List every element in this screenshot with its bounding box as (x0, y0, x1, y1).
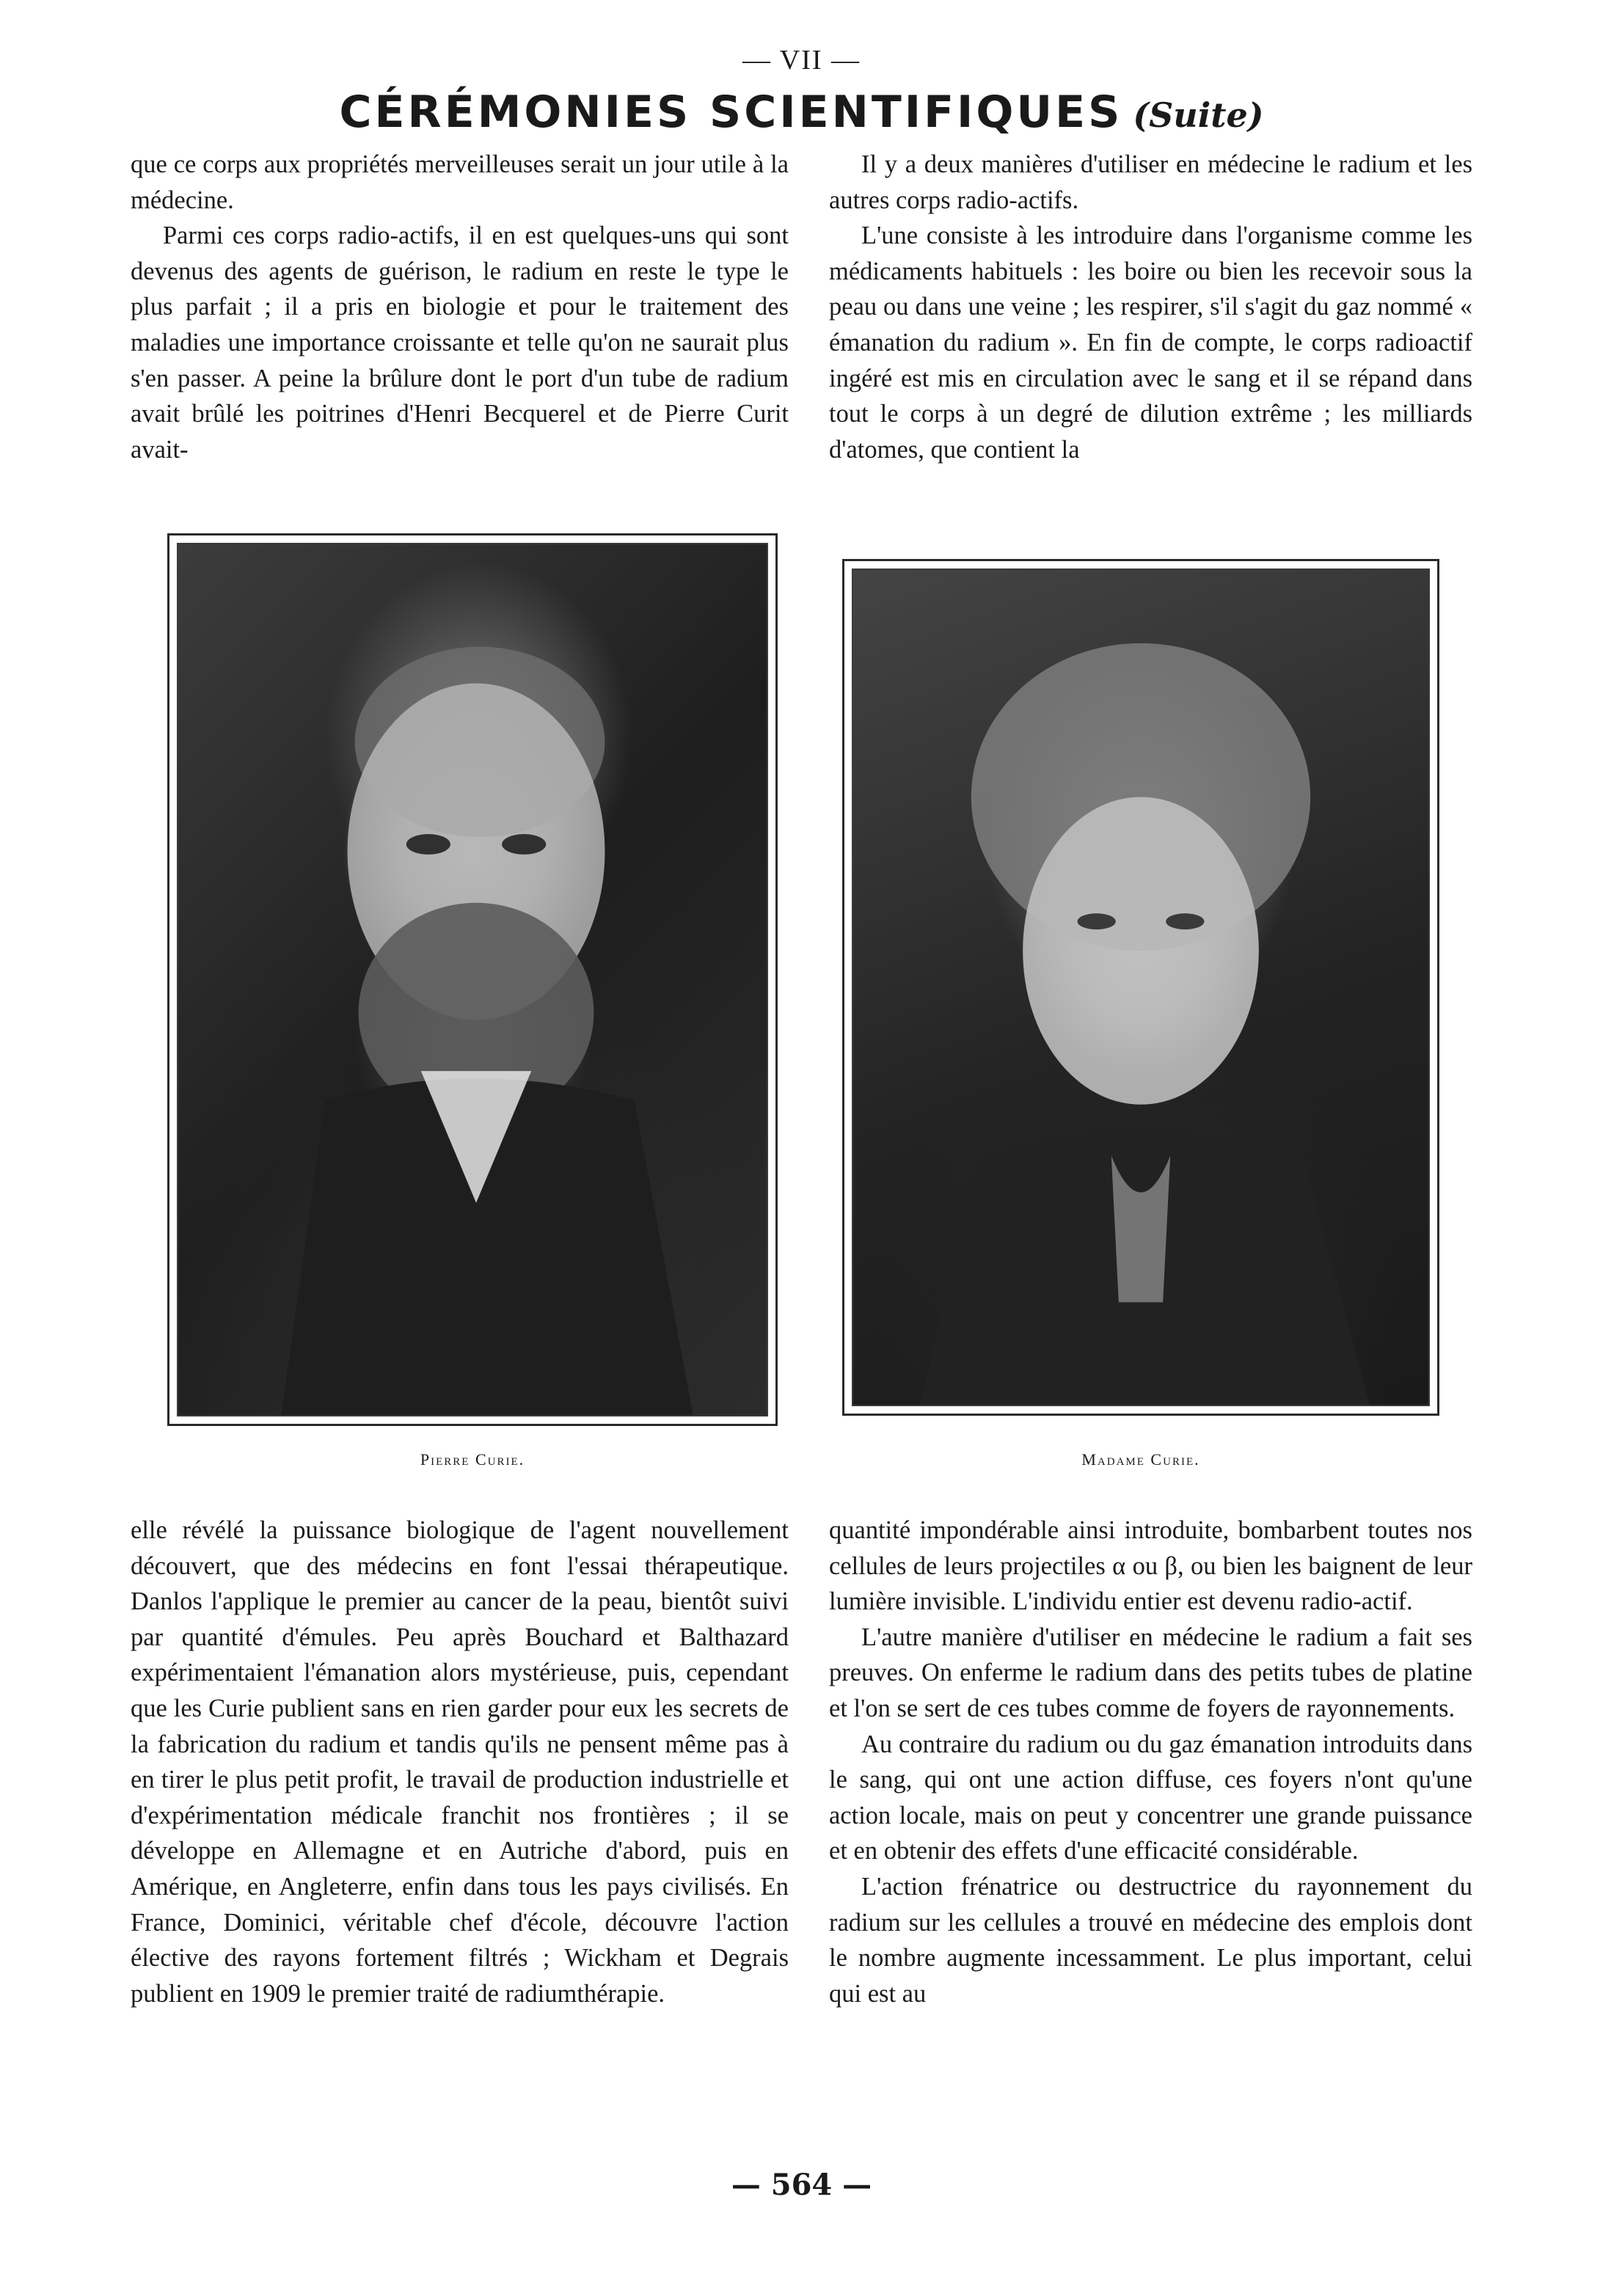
photo-caption-left: Pierre Curie. (420, 1450, 525, 1469)
portrait-pierre-curie (177, 543, 768, 1416)
section-title-suffix: (Suite) (1133, 95, 1264, 135)
portrait-silhouette-icon (853, 570, 1428, 1405)
column-top-left (131, 147, 789, 467)
portrait-madame-curie (852, 568, 1430, 1406)
paragraph: L'action frénatrice ou destructrice du rayonnement du radium sur les cellules a trouvé en médecine des emplois dont le nombre augmente incessamment. Le plus important, celui qui est au (829, 1872, 1472, 2008)
page-heading (0, 87, 1603, 138)
paragraph: elle révélé la puissance biologique de l'agent nouvellement découvert, que des médecins en font l'essai thérapeutique. Danlos l'applique le premier au cancer de la peau, bientôt suivi par quantité d'émules. Peu après Bouchard et Balthazard expérimentaient l'émanation alors mystérieuse, puis, cependant que les Curie publient sans en rien garder pour eux les secrets de la fabrication du radium et tandis qu'ils ne pensent même pas à en tirer le plus petit profit, le travail de production industrielle et d'expérimentation médicale franchit nos frontières ; il se développe en Allemagne et en Autriche d'abord, puis en Amérique, en Angleterre, enfin dans tous les pays civilisés. En France, Dominici, véritable chef d'école, découvre l'action élective des rayons fortement filtrés ; Wickham et Degrais publient en 1909 le premier traité de radiumthérapie. (131, 1516, 789, 2008)
paragraph: quantité impondérable ainsi introduite, bombarbent toutes nos cellules de leurs projectiles α ou β, ou bien les baignent de leur lumière invisible. L'individu entier est devenu radio-actif. (829, 1516, 1472, 1616)
section-title: CÉRÉMONIES SCIENTIFIQUES (339, 87, 1123, 138)
paragraph: L'une consiste à les introduire dans l'organisme comme les médicaments habituels : les boire ou bien les recevoir sous la peau ou dans une veine ; les respirer, s'il s'agit du gaz nommé « émanation du radium ». En fin de compte, le corps radioactif ingéré est mis en circulation avec le sang et il se répand dans tout le corps à un degré de dilution extrême ; les milliards d'atomes, que contient la (829, 222, 1472, 464)
paragraph: L'autre manière d'utiliser en médecine le radium a fait ses preuves. On enferme le radium dans des petits tubes de platine et l'on se sert de ces tubes comme de foyers de rayonnements. (829, 1623, 1472, 1722)
photo-frame-right (842, 559, 1439, 1416)
paragraph: que ce corps aux propriétés merveilleuses serait un jour utile à la médecine. (131, 150, 789, 214)
paragraph: Au contraire du radium ou du gaz émanation introduits dans le sang, qui ont une action diffuse, ces foyers n'ont qu'une action locale, mais on peut y concentrer une grande puissance et en obtenir des effets d'une efficacité considérable. (829, 1730, 1472, 1865)
portrait-silhouette-icon (178, 544, 767, 1415)
paragraph: Il y a deux manières d'utiliser en médecine le radium et les autres corps radio-actifs. (829, 150, 1472, 214)
photo-caption-right: Madame Curie. (1081, 1450, 1200, 1469)
page-number: — 564 — (731, 2168, 872, 2202)
column-bottom-right (829, 1513, 1472, 2011)
column-top-right (829, 147, 1472, 467)
column-bottom-left (131, 1513, 789, 2011)
photo-frame-left (167, 533, 778, 1426)
page-folio: — VII — (742, 45, 861, 76)
paragraph: Parmi ces corps radio-actifs, il en est quelques-uns qui sont devenus des agents de guérison, le radium en reste le type le plus parfait ; il a pris en biologie et pour le traitement des maladies une importance croissante et telle qu'on ne saurait plus s'en passer. A peine la brûlure dont le port d'un tube de radium avait brûlé les poitrines d'Henri Becquerel et de Pierre Curit avait- (131, 222, 789, 464)
